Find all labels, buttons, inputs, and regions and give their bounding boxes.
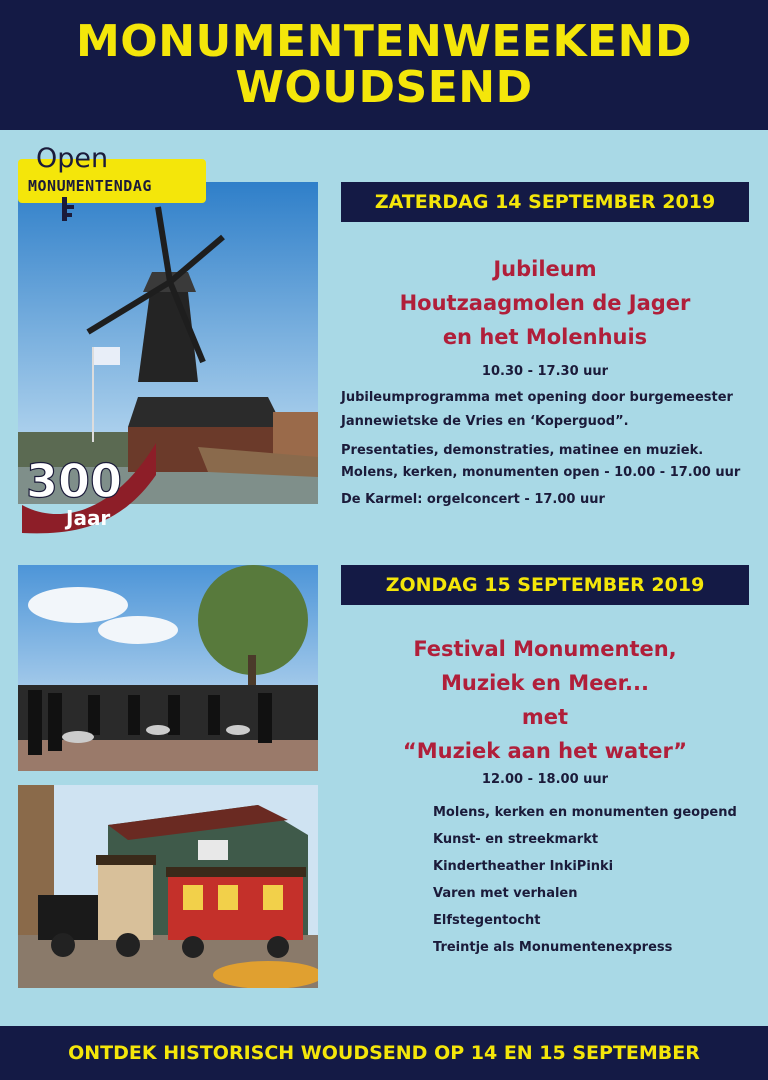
- saturday-title: [341, 252, 749, 354]
- sunday-band: [341, 565, 749, 605]
- logo-word-open: Open: [36, 143, 109, 174]
- badge-word: Jaar: [66, 506, 111, 530]
- saturday-label: ZATERDAG 14 SEPTEMBER 2019: [374, 191, 716, 213]
- band-photo: [18, 565, 318, 771]
- saturday-title-line: Jubileum: [493, 257, 597, 281]
- poster-header: [0, 0, 768, 130]
- logo-word-monumentendag: MONUMENTENDAG: [28, 177, 152, 195]
- sunday-line: Elfstegentocht: [433, 913, 541, 928]
- title-line-1: MONUMENTENWEEKEND: [76, 16, 692, 67]
- sunday-line: Kunst- en streekmarkt: [433, 832, 599, 847]
- poster-footer: [0, 1026, 768, 1080]
- sunday-title-line: met: [521, 705, 569, 729]
- saturday-title-line: Houtzaagmolen de Jager: [399, 291, 691, 315]
- train-photo: [18, 785, 318, 988]
- saturday-title-line: en het Molenhuis: [442, 325, 648, 349]
- saturday-band: [341, 182, 749, 222]
- sunday-title-line: “Muziek aan het water”: [402, 739, 688, 763]
- title-line-2: WOUDSEND: [235, 62, 533, 113]
- saturday-line: De Karmel: orgelconcert - 17.00 uur: [341, 492, 605, 507]
- saturday-line: Jannewietske de Vries en ‘Koperguod”.: [341, 414, 629, 429]
- sunday-line: Kindertheather InkiPinki: [433, 859, 614, 874]
- sunday-time: 12.00 - 18.00 uur: [481, 772, 609, 787]
- sunday-label: ZONDAG 15 SEPTEMBER 2019: [385, 574, 705, 596]
- badge-number: 300: [26, 454, 123, 508]
- open-monumentendag-logo: [18, 145, 206, 221]
- saturday-line: Presentaties, demonstraties, matinee en muziek.: [341, 443, 704, 458]
- sunday-line: Molens, kerken en monumenten geopend: [433, 805, 737, 820]
- saturday-time: 10.30 - 17.30 uur: [481, 364, 609, 379]
- saturday-line: Molens, kerken, monumenten open - 10.00 - 17.00 uur: [341, 465, 741, 480]
- sunday-line: Treintje als Monumentenexpress: [433, 940, 673, 955]
- key-icon: [54, 197, 76, 221]
- sunday-title-line: Muziek en Meer...: [441, 671, 649, 695]
- sunday-line: Varen met verhalen: [433, 886, 578, 901]
- sunday-title-line: Festival Monumenten,: [413, 637, 677, 661]
- footer-text: ONTDEK HISTORISCH WOUDSEND OP 14 EN 15 SEPTEMBER: [68, 1042, 700, 1064]
- saturday-line: Jubileumprogramma met opening door burgemeester: [341, 390, 733, 405]
- sunday-title: [341, 632, 749, 768]
- 300-jaar-badge: [18, 435, 160, 535]
